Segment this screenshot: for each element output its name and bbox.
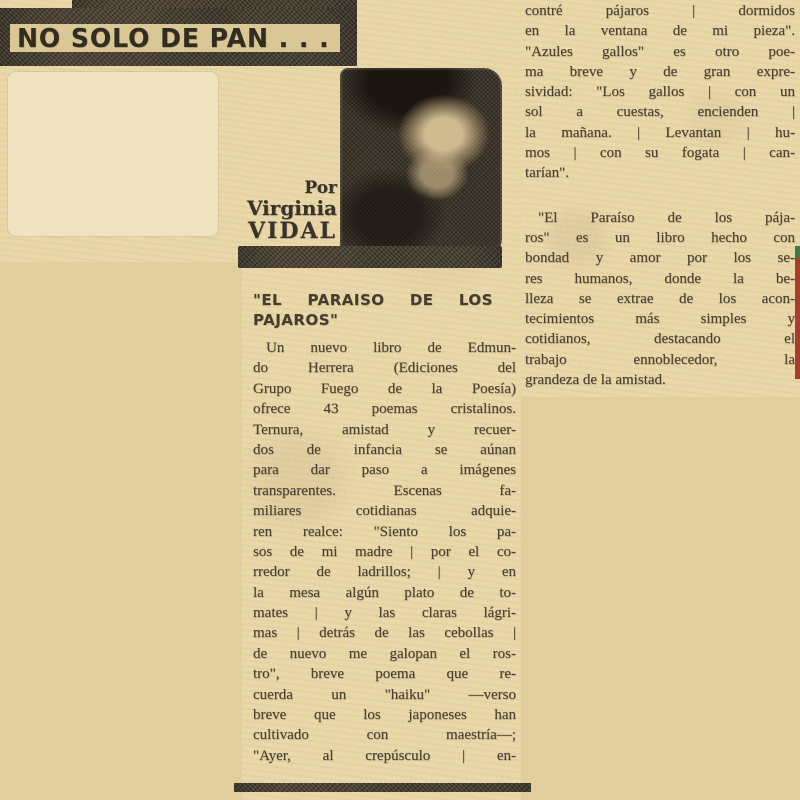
text-line: transparentes. Escenas fa- xyxy=(253,482,516,499)
text-line: para dar paso a imágenes xyxy=(253,462,516,479)
text-line: rredor de ladrillos; | y en xyxy=(253,564,516,581)
text-line: "Ayer, al crepúsculo | en- xyxy=(253,747,516,764)
article-headline xyxy=(253,290,516,330)
text-line: tarían". xyxy=(525,165,570,182)
text-line: sol a cuestas, encienden | xyxy=(525,104,795,121)
scan-edge-red-strip xyxy=(795,258,800,379)
text-line: cultivado con maestría—; xyxy=(253,727,516,744)
text-line: ren realce: "Siento los pa- xyxy=(253,523,516,540)
text-line: trabajo ennoblecedor, la xyxy=(525,351,795,368)
text-line: la mesa algún plato de to- xyxy=(253,584,516,601)
text-line: Ternura, amistad y recuer- xyxy=(253,421,516,438)
byline xyxy=(215,178,337,244)
text-line: mates | y las claras lágri- xyxy=(253,605,516,622)
text-line: tro", breve poema que re- xyxy=(253,666,516,683)
text-line: mas | detrás de las cebollas | xyxy=(253,625,516,642)
byline-por: Por xyxy=(304,178,337,198)
text-line: breve que los japoneses han xyxy=(253,707,516,724)
photo-bottom-ink-band xyxy=(238,246,502,268)
text-line: contré pájaros | dormidos xyxy=(525,3,795,19)
right-column-paragraph-1 xyxy=(525,1,795,184)
text-line: ros" es un libro hecho con xyxy=(525,229,795,246)
text-line: "El Paraíso de los pája- xyxy=(538,209,795,226)
section-header-band xyxy=(10,24,340,52)
text-line: ma breve y de gran expre- xyxy=(525,63,795,80)
text-line: miliares cotidianas adquie- xyxy=(253,503,516,520)
text-line: sividad: "Los gallos | con un xyxy=(525,84,795,101)
article-left-column xyxy=(253,290,516,766)
article-right-column xyxy=(525,1,795,390)
text-line: lleza se extrae de los acon- xyxy=(525,290,795,307)
text-line: "Azules gallos" es otro poe- xyxy=(525,43,795,60)
text-line: tecimientos más simples y xyxy=(525,311,795,328)
text-line: Un nuevo libro de Edmun- xyxy=(266,340,516,356)
text-line: cuerda un "haiku" —verso xyxy=(253,686,516,703)
byline-surname: VIDAL xyxy=(248,218,337,244)
text-line: mos | con su fogata | can- xyxy=(525,145,795,162)
section-header-title: NO SOLO DE PAN . . . xyxy=(17,24,330,52)
text-line: ofrece 43 poemas cristalinos. xyxy=(253,401,516,418)
text-line: sos de mi madre | por el co- xyxy=(253,543,516,560)
text-line: la mañana. | Levantan | hu- xyxy=(525,124,795,141)
text-line: de nuevo me galopan el ros- xyxy=(253,645,516,662)
text-line: grandeza de la amistad. xyxy=(525,372,666,389)
scan-edge-green-strip xyxy=(795,246,800,258)
text-line: Grupo Fuego de la Poesía) xyxy=(253,380,516,397)
left-column-paragraph xyxy=(253,338,516,766)
section-header-box xyxy=(0,8,357,66)
byline-firstname: Virginia xyxy=(247,196,337,220)
blank-paper-area xyxy=(8,72,218,236)
bottom-rule xyxy=(234,783,531,792)
headline-line-2: PAJAROS" xyxy=(253,311,339,329)
text-line: res humanos, donde la be- xyxy=(525,270,795,287)
text-line: dos de infancia se aúnan xyxy=(253,441,516,458)
portrait-photo xyxy=(340,68,502,257)
text-line: bondad y amor por los se- xyxy=(525,250,795,267)
headline-line-1: "EL PARAISO DE LOS xyxy=(253,291,493,309)
text-line: do Herrera (Ediciones del xyxy=(253,360,516,377)
text-line: en la ventana de mi pieza". xyxy=(525,23,795,40)
text-line: cotidianos, destacando el xyxy=(525,331,795,348)
right-column-paragraph-2 xyxy=(525,208,795,391)
